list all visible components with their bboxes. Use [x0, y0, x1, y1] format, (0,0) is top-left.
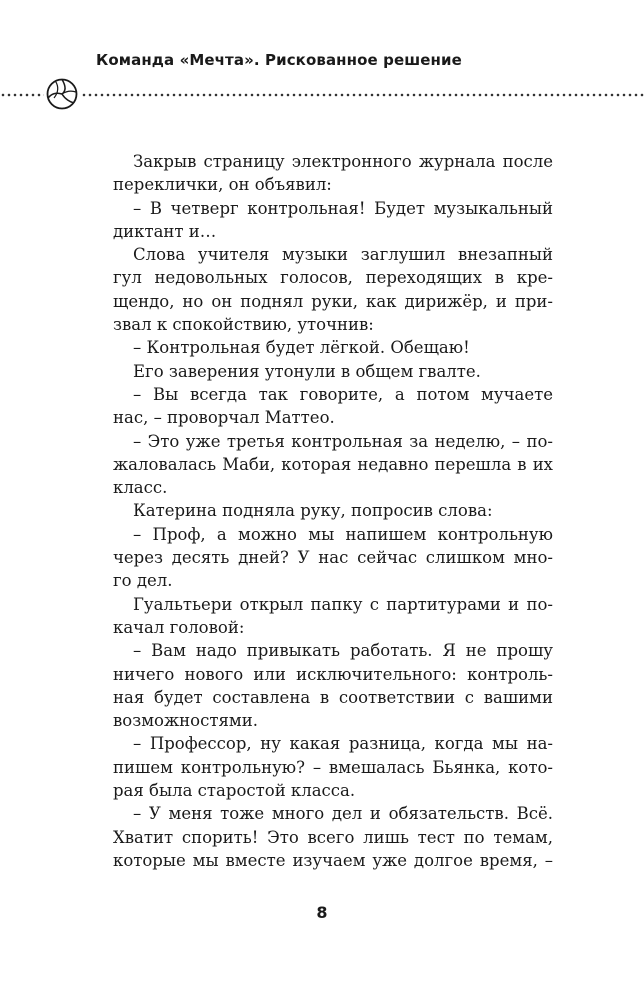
text-line: Закрыв страницу электронного журнала после — [133, 152, 553, 171]
text-line: пишем контрольную? – вмешалась Бьянка, кото- — [113, 757, 553, 777]
text-line: – Проф, а можно мы напишем контрольную — [133, 524, 553, 544]
text-line: звал к спокойствию, уточнив: — [113, 315, 374, 335]
text-line: – Это уже третья контрольная за неделю, – по- — [133, 431, 553, 451]
text-line: – У меня тоже много дел и обязательств. Всё. — [133, 804, 553, 824]
page-number: 8 — [316, 903, 328, 922]
text-line: рая была старостой класса. — [113, 781, 356, 801]
text-line: – Вы всегда так говорите, а потом мучаете — [133, 384, 553, 404]
text-line: – Контрольная будет лёгкой. Обещаю! — [133, 338, 470, 358]
volleyball-icon — [46, 78, 78, 110]
text-line: жаловалась Маби, которая недавно перешла в их — [113, 454, 553, 474]
text-line: гул недовольных голосов, переходящих в кре- — [113, 268, 553, 288]
header-dotted-rule-left — [0, 93, 44, 97]
text-line: – Вам надо привыкать работать. Я не прошу — [133, 641, 553, 661]
body-text — [113, 150, 553, 872]
text-line: через десять дней? У нас сейчас слишком мно- — [113, 548, 553, 568]
text-line: ничего нового или исключительного: контроль- — [113, 664, 553, 684]
text-line: переклички, он объявил: — [113, 175, 332, 195]
text-line: диктант и… — [113, 221, 217, 241]
text-line: класс. — [113, 478, 168, 498]
text-line: качал головой: — [113, 617, 245, 637]
header-dotted-rule-right — [81, 93, 644, 97]
running-title: Команда «Мечта». Рискованное решение — [96, 51, 462, 69]
text-line: щендо, но он поднял руки, как дирижёр, и при- — [113, 291, 553, 311]
text-line: нас, – проворчал Маттео. — [113, 408, 335, 428]
text-line: Гуальтьери открыл папку с партитурами и по- — [133, 594, 553, 614]
text-line: Слова учителя музыки заглушил внезапный — [133, 245, 553, 265]
text-line: – В четверг контрольная! Будет музыкальный — [133, 198, 553, 218]
text-line: го дел. — [113, 571, 173, 591]
text-line: Его заверения утонули в общем гвалте. — [133, 361, 481, 381]
text-line: Хватит спорить! Это всего лишь тест по темам, — [113, 827, 553, 847]
text-line: возможностями. — [113, 711, 258, 731]
text-line: ная будет составлена в соответствии с вашими — [113, 687, 553, 707]
text-line: Катерина подняла руку, попросив слова: — [133, 501, 493, 521]
text-line: – Профессор, ну какая разница, когда мы на- — [133, 734, 553, 754]
text-line: которые мы вместе изучаем уже долгое время, – — [113, 850, 553, 870]
